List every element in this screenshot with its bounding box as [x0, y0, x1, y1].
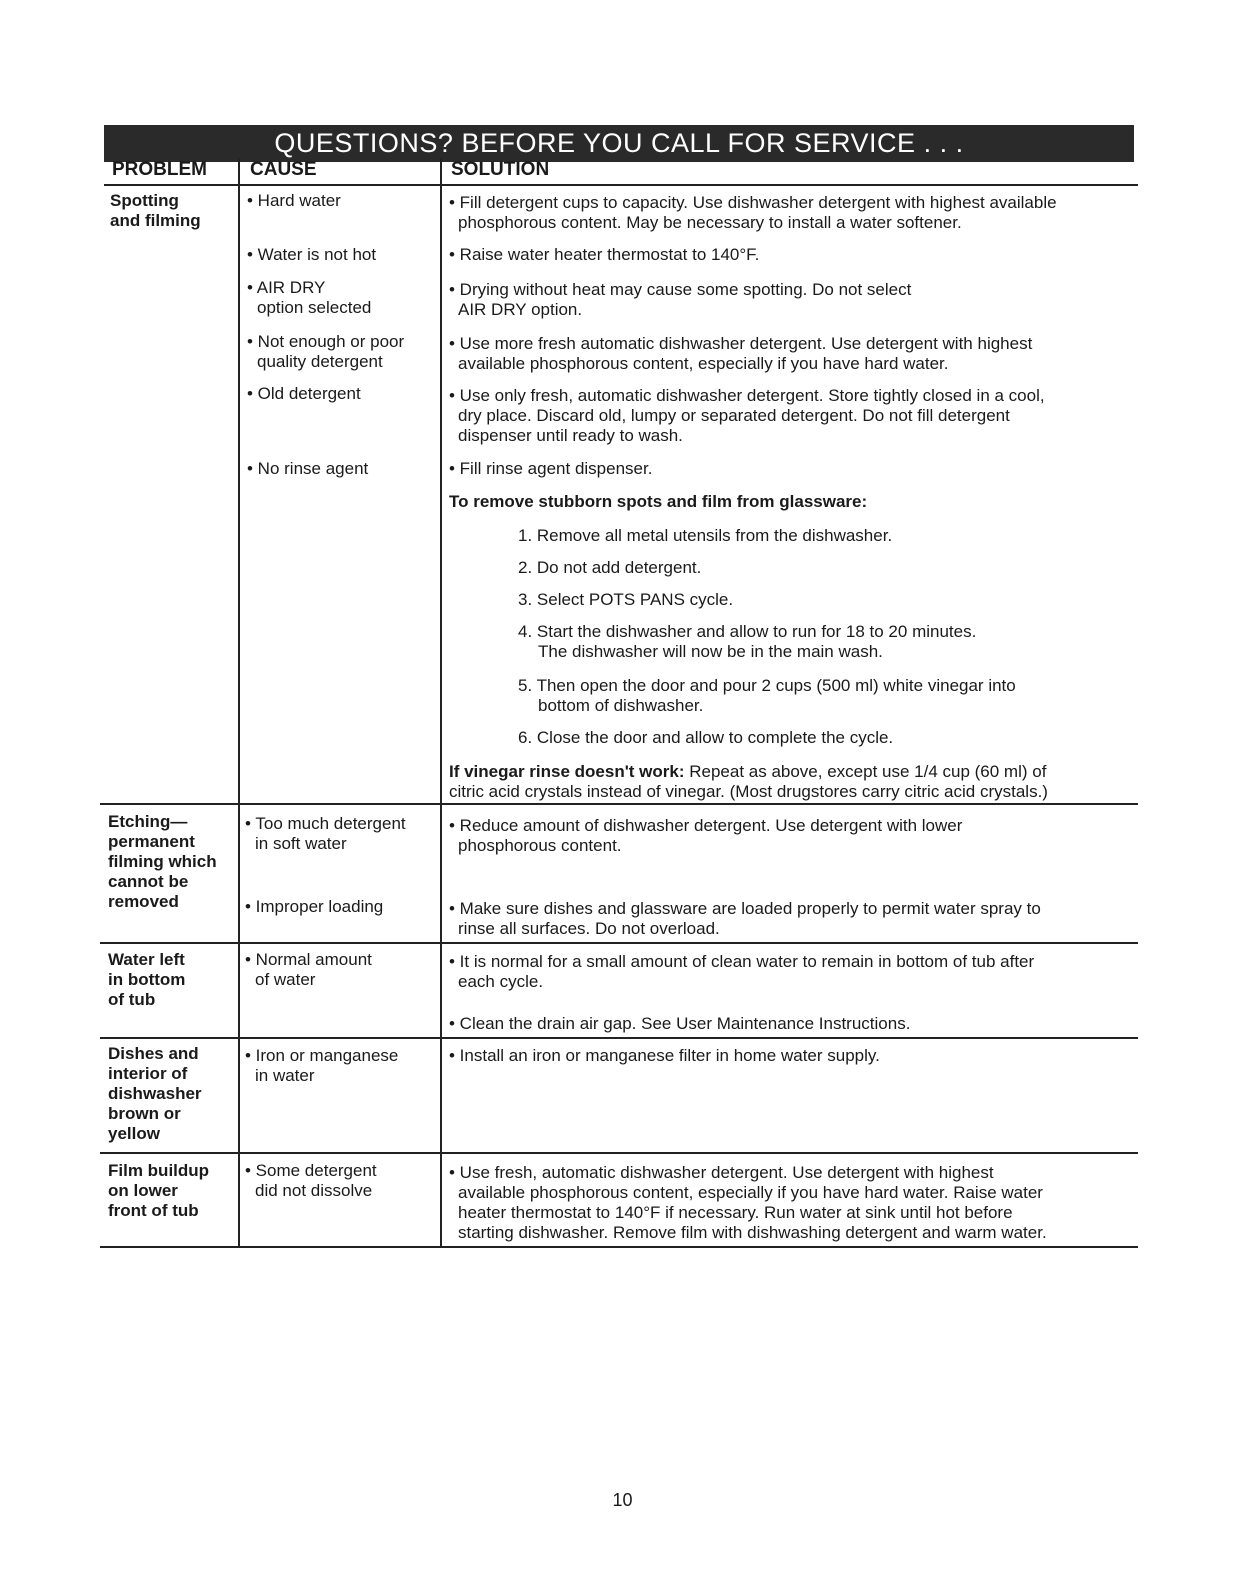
problem-film-buildup: Film buildup on lower front of tub: [108, 1161, 210, 1220]
column-divider-2: [440, 158, 442, 1247]
solution-old-detergent: • Use only fresh, automatic dishwasher detergent. Store tightly closed in a cool, dry place. Discard old, lumpy or separated detergent. Do not fill detergent dispenser until ready to wash.: [449, 386, 1045, 445]
row-divider-5: [100, 1246, 1138, 1248]
subheading-stubborn-spots: To remove stubborn spots and film from glassware:: [449, 492, 868, 511]
solution-film-buildup: • Use fresh, automatic dishwasher detergent. Use detergent with highest available phosphorous content, especially if you have hard water. Raise water heater thermostat to 140°F if necessary. Run water at sink until hot before starting dishwasher. Remove film with dishwashing detergent and warm water.: [449, 1163, 1047, 1242]
cause-hard-water: • Hard water: [247, 191, 341, 210]
step-5: 5. Then open the door and pour 2 cups (500 ml) white vinegar into bottom of dishwasher.: [518, 676, 1016, 715]
header-rule: [104, 184, 1138, 186]
solution-hard-water: • Fill detergent cups to capacity. Use dishwasher detergent with highest available phosphorous content. May be necessary to install a water softener.: [449, 193, 1057, 232]
cause-detergent-not-dissolved: • Some detergent did not dissolve: [245, 1161, 377, 1200]
row-divider-1: [100, 803, 1138, 805]
solution-air-dry: • Drying without heat may cause some spotting. Do not select AIR DRY option.: [449, 280, 912, 319]
solution-water-not-hot: • Raise water heater thermostat to 140°F.: [449, 245, 760, 264]
header-solution: SOLUTION: [451, 159, 550, 180]
cause-water-not-hot: • Water is not hot: [247, 245, 377, 264]
cause-old-detergent: • Old detergent: [247, 384, 361, 403]
solution-iron-filter: • Install an iron or manganese filter in home water supply.: [449, 1046, 880, 1065]
solution-improper-loading: • Make sure dishes and glassware are loaded properly to permit water spray to rinse all surfaces. Do not overload.: [449, 899, 1041, 938]
solution-no-rinse-agent: • Fill rinse agent dispenser.: [449, 459, 653, 478]
step-6: 6. Close the door and allow to complete the cycle.: [518, 728, 894, 747]
step-1: 1. Remove all metal utensils from the dishwasher.: [518, 526, 893, 545]
column-divider-1: [238, 158, 240, 1247]
cause-improper-loading: • Improper loading: [245, 897, 384, 916]
solution-poor-detergent: • Use more fresh automatic dishwasher detergent. Use detergent with highest available phosphorous content, especially if you have hard water.: [449, 334, 1033, 373]
row-divider-2: [100, 942, 1138, 944]
row-divider-4: [100, 1152, 1138, 1154]
problem-brown-yellow: Dishes and interior of dishwasher brown or yellow: [108, 1044, 202, 1143]
cause-iron-manganese: • Iron or manganese in water: [245, 1046, 399, 1085]
step-3: 3. Select POTS PANS cycle.: [518, 590, 734, 609]
solution-drain-air-gap: • Clean the drain air gap. See User Maintenance Instructions.: [449, 1014, 911, 1033]
step-4: 4. Start the dishwasher and allow to run for 18 to 20 minutes. The dishwasher will now be in the main wash.: [518, 622, 977, 661]
problem-spotting: Spotting and filming: [110, 191, 201, 230]
cause-air-dry: • AIR DRY option selected: [247, 278, 372, 317]
cause-too-much-detergent: • Too much detergent in soft water: [245, 814, 406, 853]
row-divider-3: [100, 1037, 1138, 1039]
cause-normal-water: • Normal amount of water: [245, 950, 372, 989]
problem-water-left: Water left in bottom of tub: [108, 950, 186, 1009]
problem-etching: Etching— permanent filming which cannot be removed: [108, 812, 217, 911]
page-number: 10: [612, 1490, 633, 1510]
solution-normal-water: • It is normal for a small amount of clean water to remain in bottom of tub after each cycle.: [449, 952, 1035, 991]
solution-too-much-detergent: • Reduce amount of dishwasher detergent. Use detergent with lower phosphorous content.: [449, 816, 963, 855]
header-problem: PROBLEM: [112, 159, 207, 180]
vinegar-note: If vinegar rinse doesn't work: Repeat as above, except use 1/4 cup (60 ml) of citric acid crystals instead of vinegar. (Most drugstores carry citric acid crystals.): [449, 762, 1048, 801]
cause-poor-detergent: • Not enough or poor quality detergent: [247, 332, 405, 371]
page-banner: QUESTIONS? BEFORE YOU CALL FOR SERVICE . . .: [104, 125, 1134, 162]
step-2: 2. Do not add detergent.: [518, 558, 702, 577]
header-cause: CAUSE: [250, 159, 317, 180]
cause-no-rinse-agent: • No rinse agent: [247, 459, 369, 478]
